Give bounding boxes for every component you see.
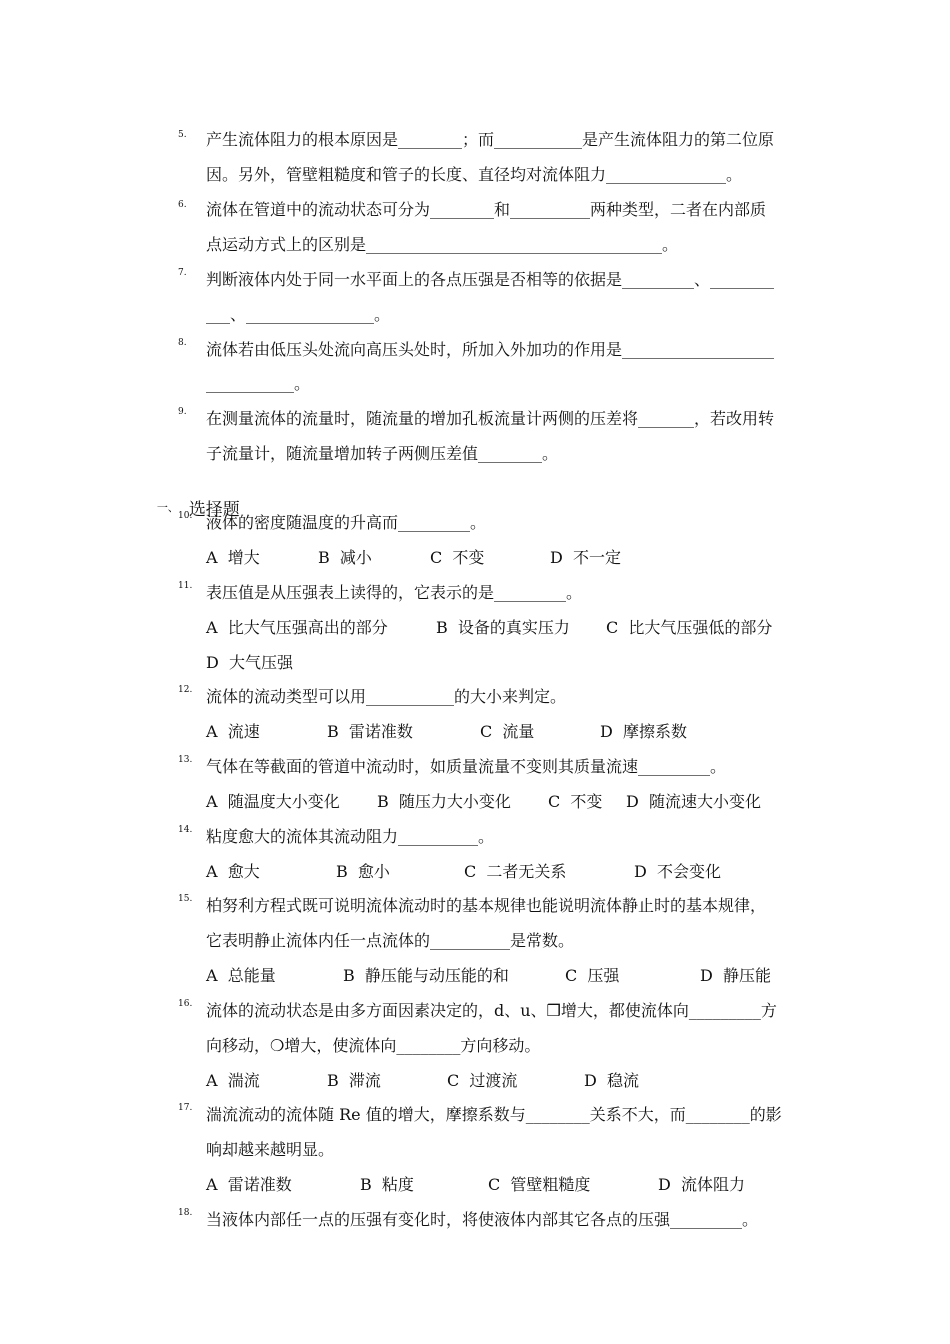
section-mark: 一、 [156,501,179,514]
option-c: C 不变 [548,792,603,811]
option-d: D 随流速大小变化 [626,792,762,811]
item-text: 子流量计，随流量增加转子两侧压差值________。 [206,444,559,463]
option-b: B 减小 [318,548,372,567]
question-number: 11. [178,581,193,591]
option-a: A 增大 [206,548,260,567]
question-text: 柏努利方程式既可说明流体流动时的基本规律也能说明流体静止时的基本规律， [206,896,767,915]
option-b: B 雷诺准数 [327,722,413,741]
option-c: C 过渡流 [447,1071,518,1090]
question-text: 响却越来越明显。 [206,1140,335,1159]
question-number: 15. [178,894,193,904]
option-a: A 雷诺准数 [206,1175,292,1194]
option-a: A 比大气压强高出的部分 [206,618,388,637]
item-text: 产生流体阻力的根本原因是________；而___________是产生流体阻力的第二位原 [206,130,775,149]
item-number: 9. [178,407,187,417]
question-number: 12. [178,685,193,695]
option-a: A 总能量 [206,966,276,985]
question-text: 湍流流动的流体随 Re 值的增大，摩擦系数与________关系不大，而________的影 [206,1105,782,1124]
question-number: 17. [178,1103,193,1113]
option-d: D 流体阻力 [658,1175,746,1194]
option-b: B 滞流 [327,1071,381,1090]
section-title: 选择题 [188,500,240,520]
question-number: 18. [178,1208,193,1218]
option-a: A 随温度大小变化 [206,792,340,811]
option-c: C 不变 [430,548,485,567]
question-text: 当液体内部任一点的压强有变化时，将使液体内部其它各点的压强_________。 [206,1210,759,1229]
option-c: C 流量 [480,722,535,741]
option-b: B 愈小 [336,862,390,881]
item-number: 7. [178,268,187,278]
option-d: D 摩擦系数 [600,722,688,741]
option-c: C 管壁粗糙度 [488,1175,591,1194]
question-text: 流体的流动状态是由多方面因素决定的，d、u、❒增大，都使流体向_________方 [206,1001,777,1020]
item-text: 在测量流体的流量时，随流量的增加孔板流量计两侧的压差将_______，若改用转 [206,409,775,428]
question-text: 流体的流动类型可以用___________的大小来判定。 [206,687,567,706]
question-number: 13. [178,755,193,765]
item-text: ___________。 [206,374,311,393]
item-text: 因。另外，管壁粗糙度和管子的长度、直径均对流体阻力_______________。 [206,165,743,184]
option-c: C 比大气压强低的部分 [606,618,773,637]
question-text: 它表明静止流体内任一点流体的__________是常数。 [206,931,575,950]
item-number: 6. [178,200,187,210]
option-b: B 随压力大小变化 [377,792,511,811]
option-b: B 静压能与动压能的和 [343,966,509,985]
question-text: 表压值是从压强表上读得的，它表示的是_________。 [206,583,583,602]
option-d: D 大气压强 [206,653,294,672]
question-number: 10. [178,511,193,521]
option-a: A 愈大 [206,862,260,881]
question-text: 向移动，❍增大，使流体向________方向移动。 [206,1036,541,1055]
item-text: 点运动方式上的区别是_____________________________________。 [206,235,679,254]
item-number: 5. [178,130,187,140]
item-text: 流体若由低压头处流向高压头处时，所加入外加功的作用是___________________ [206,340,775,359]
option-b: B 粘度 [360,1175,414,1194]
option-d: D 静压能 [700,966,772,985]
option-d: D 稳流 [584,1071,640,1090]
item-number: 8. [178,338,187,348]
option-b: B 设备的真实压力 [436,618,570,637]
option-d: D 不一定 [550,548,622,567]
option-c: C 压强 [565,966,620,985]
option-a: A 湍流 [206,1071,260,1090]
question-text: 粘度愈大的流体其流动阻力__________。 [206,827,495,846]
item-text: 判断液体内处于同一水平面上的各点压强是否相等的依据是_________、________ [206,270,775,289]
item-text: ___、________________。 [206,305,391,324]
option-a: A 流速 [206,722,260,741]
option-d: D 不会变化 [634,862,722,881]
question-number: 16. [178,999,193,1009]
option-c: C 二者无关系 [464,862,567,881]
question-text: 液体的密度随温度的升高而_________。 [206,513,487,532]
question-text: 气体在等截面的管道中流动时，如质量流量不变则其质量流速_________。 [206,757,727,776]
item-text: 流体在管道中的流动状态可分为________和__________两种类型，二者在内部质 [206,200,767,219]
question-number: 14. [178,825,193,835]
